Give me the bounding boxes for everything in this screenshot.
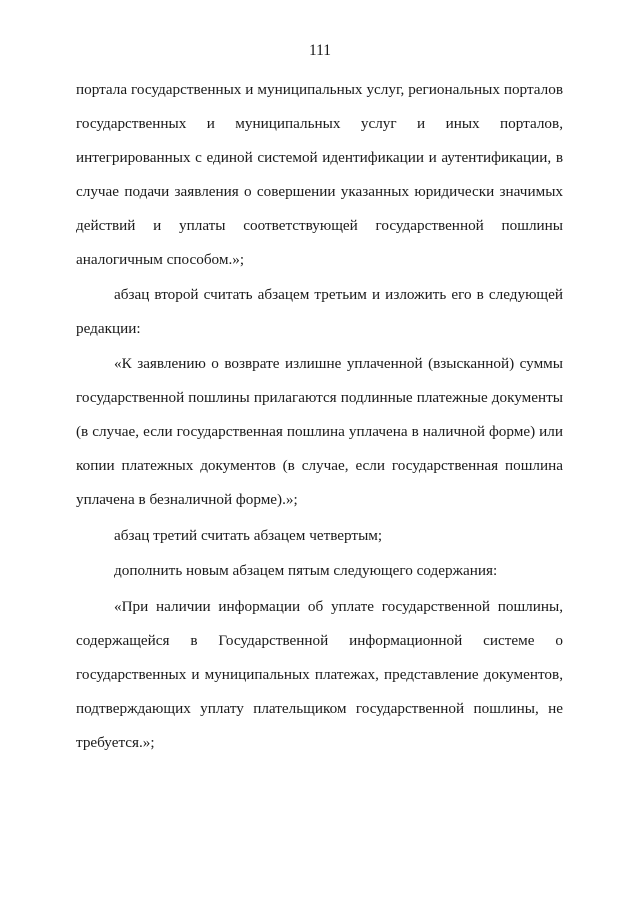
text-line: редакции:: [76, 320, 141, 337]
text-line: государственных и муниципальных платежах, представление документов,: [76, 666, 563, 683]
text-line: государственной пошлины прилагаются подлинные платежные документы: [76, 389, 563, 406]
text-line: действий и уплаты соответствующей государственной пошлины: [76, 217, 563, 234]
text-line: дополнить новым абзацем пятым следующего содержания:: [114, 562, 498, 579]
text-line: интегрированных с единой системой идентификации и аутентификации, в: [76, 149, 563, 166]
text-line: требуется.»;: [76, 734, 155, 751]
text-line: «К заявлению о возврате излишне уплаченной (взысканной) суммы: [114, 355, 563, 372]
text-line: «При наличии информации об уплате государственной пошлины,: [114, 598, 563, 615]
page-number: 111: [308, 42, 332, 59]
text-line: подтверждающих уплату плательщиком государственной пошлины, не: [76, 700, 563, 717]
text-line: (в случае, если государственная пошлина уплачена в наличной форме) или: [76, 423, 563, 440]
text-line: портала государственных и муниципальных услуг, региональных порталов: [76, 81, 563, 98]
text-line: содержащейся в Государственной информационной системе о: [76, 632, 563, 649]
text-line: случае подачи заявления о совершении указанных юридически значимых: [76, 183, 563, 200]
text-line: государственных и муниципальных услуг и иных порталов,: [76, 115, 563, 132]
text-line: абзац второй считать абзацем третьим и изложить его в следующей: [114, 286, 563, 303]
text-line: абзац третий считать абзацем четвертым;: [114, 527, 383, 544]
text-line: аналогичным способом.»;: [76, 251, 245, 268]
text-line: уплачена в безналичной форме).»;: [76, 491, 298, 508]
text-line: копии платежных документов (в случае, если государственная пошлина: [76, 457, 563, 474]
